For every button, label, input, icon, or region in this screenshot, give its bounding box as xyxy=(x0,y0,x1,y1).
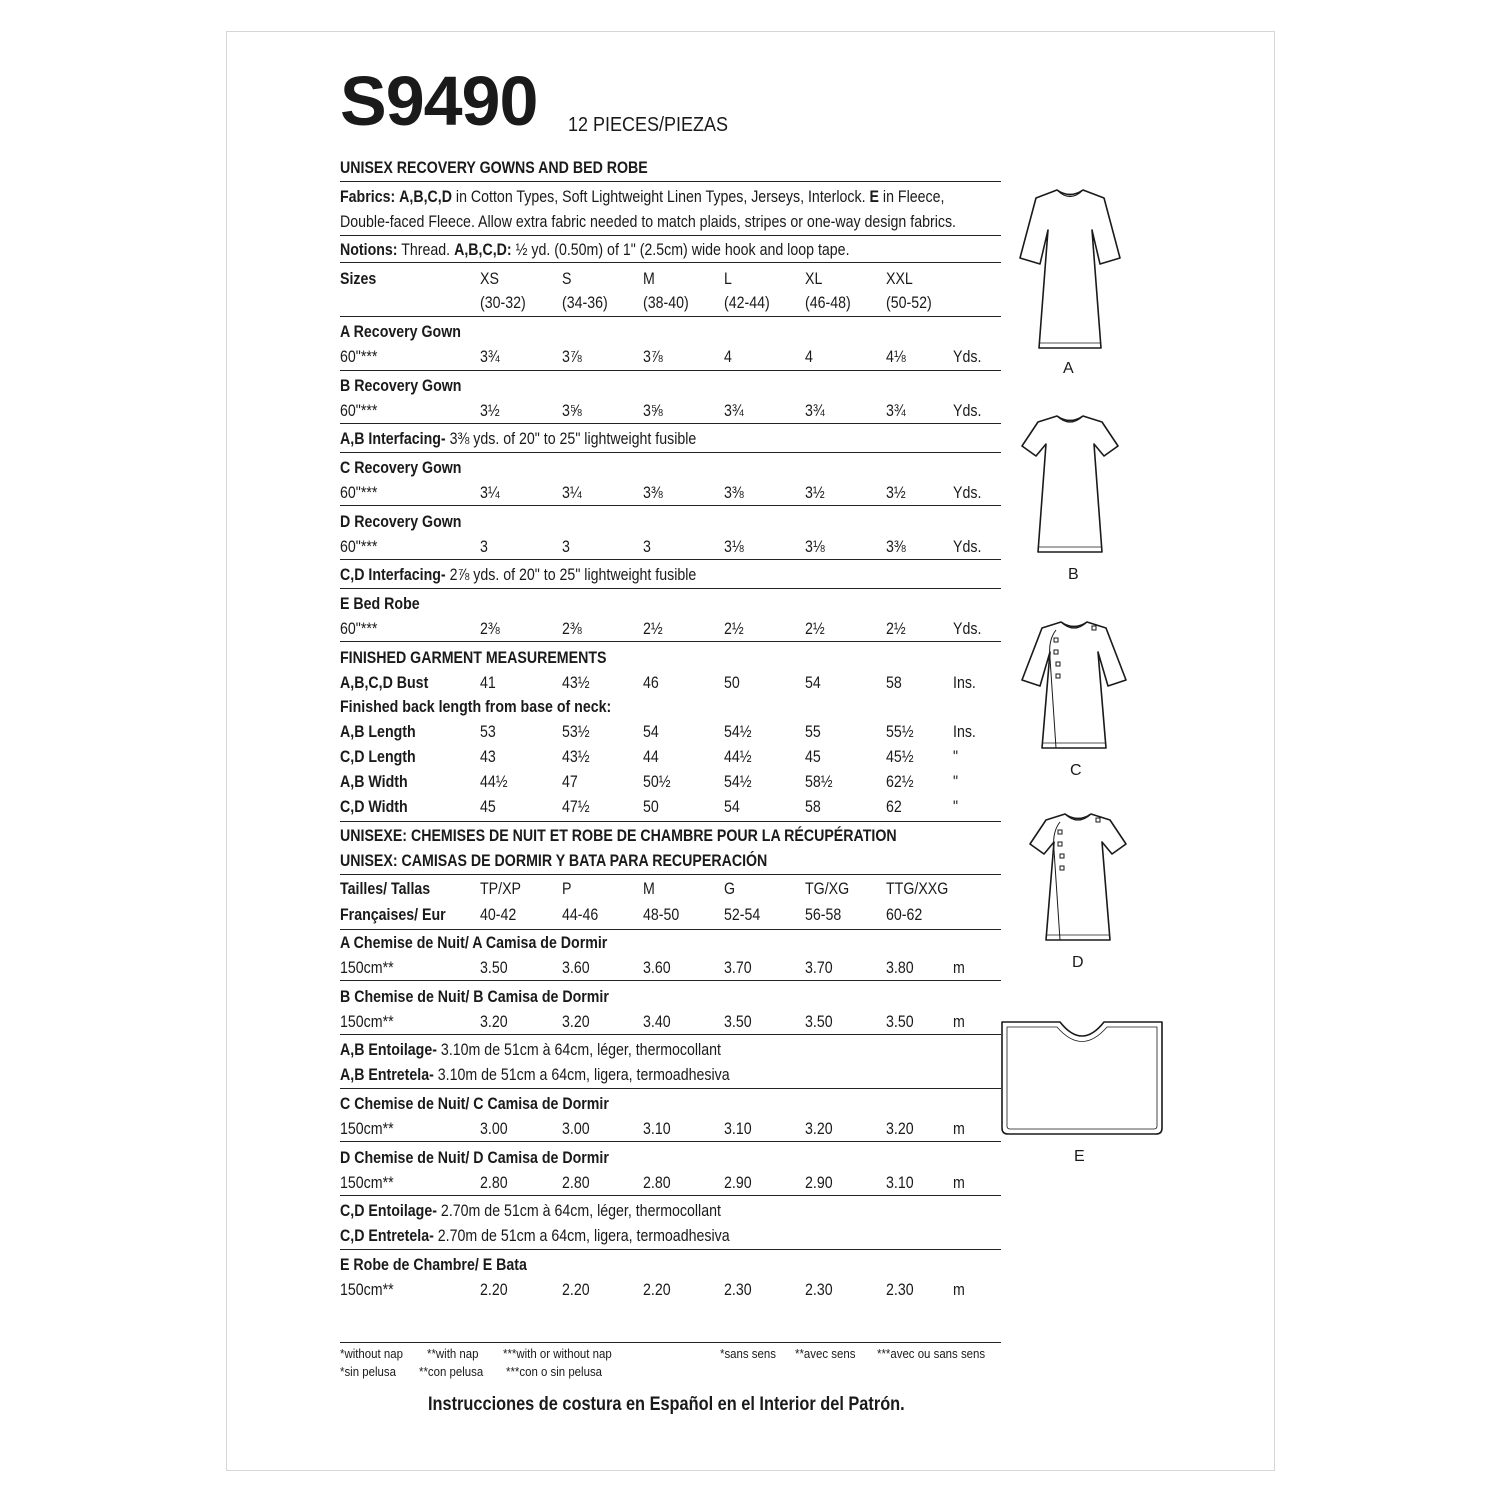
intl-size: M xyxy=(643,880,655,898)
divider xyxy=(340,235,1001,236)
intl-title-fr: UNISEXE: CHEMISES DE NUIT ET ROBE DE CHAMBRE POUR LA RÉCUPÉRATION xyxy=(340,827,897,845)
measurement-label: A,B Length xyxy=(340,723,416,741)
measurement-value: 62½ xyxy=(886,773,914,791)
size-name: L xyxy=(724,270,732,288)
measurement-value: 44½ xyxy=(724,748,752,766)
metric-value: 3.60 xyxy=(643,959,671,977)
intl-eur-label: Françaises/ Eur xyxy=(340,906,446,924)
intl-title-es: UNISEX: CAMISAS DE DORMIR Y BATA PARA RECUPERACIÓN xyxy=(340,852,768,870)
metric-value: 2.90 xyxy=(805,1174,833,1192)
measurement-label: C,D Length xyxy=(340,748,416,766)
spanish-instructions-note: Instrucciones de costura en Español en el Interior del Patrón. xyxy=(428,1394,905,1415)
metric-unit: m xyxy=(953,1120,965,1138)
yardage-fabric-width: 60"*** xyxy=(340,402,378,420)
divider xyxy=(340,559,1001,560)
divider xyxy=(340,1141,1001,1142)
yardage-value: 2⅜ xyxy=(562,620,582,638)
yardage-value: 3⅜ xyxy=(886,538,906,556)
piece-count: 12 PIECES/PIEZAS xyxy=(568,114,729,136)
yardage-value: 3⅞ xyxy=(643,348,663,366)
entoilage-cd-text: 2.70m de 51cm à 64cm, léger, thermocollant xyxy=(436,1202,721,1220)
footnote-with-or-without-nap: ***with or without nap xyxy=(503,1346,612,1361)
measurement-value: 43 xyxy=(480,748,496,766)
metric-unit: m xyxy=(953,959,965,977)
measurement-value: 47 xyxy=(562,773,578,791)
measurement-value: 58½ xyxy=(805,773,833,791)
metric-value: 2.30 xyxy=(886,1281,914,1299)
metric-value: 2.90 xyxy=(724,1174,752,1192)
fabrics-label: Fabrics: xyxy=(340,188,396,206)
divider xyxy=(340,316,1001,317)
size-name: XS xyxy=(480,270,499,288)
yardage-value: 3⅝ xyxy=(643,402,663,420)
yardage-value: 2½ xyxy=(886,620,906,638)
metric-value: 3.80 xyxy=(886,959,914,977)
measurement-value: 50 xyxy=(724,674,740,692)
metric-value: 3.10 xyxy=(643,1120,671,1138)
interfacing-cd-text: 2⅞ yds. of 20" to 25" lightweight fusible xyxy=(445,566,697,584)
size-name: M xyxy=(643,270,655,288)
metric-value: 3.50 xyxy=(724,1013,752,1031)
metric-value: 2.30 xyxy=(805,1281,833,1299)
yardage-value: 3¼ xyxy=(562,484,582,502)
footnote-with-nap: **with nap xyxy=(427,1346,479,1361)
metric-fabric-width: 150cm** xyxy=(340,1174,394,1192)
fabrics-text: in Cotton Types, Soft Lightweight Linen Types, Jerseys, Interlock. xyxy=(451,188,870,206)
entoilage-ab-label: A,B Entoilage- xyxy=(340,1041,437,1059)
measurement-value: 50½ xyxy=(643,773,671,791)
measurement-value: 54 xyxy=(724,798,740,816)
intl-size: P xyxy=(562,880,572,898)
divider xyxy=(340,874,1001,875)
divider xyxy=(340,423,1001,424)
yardage-view-title: A Recovery Gown xyxy=(340,323,461,341)
pattern-title: UNISEX RECOVERY GOWNS AND BED ROBE xyxy=(340,159,648,177)
interfacing-cd-line xyxy=(340,565,696,585)
measurement-label: C,D Width xyxy=(340,798,408,816)
yardage-value: 3½ xyxy=(480,402,500,420)
interfacing-ab-line xyxy=(340,429,696,449)
yardage-view-title: E Bed Robe xyxy=(340,595,420,613)
metric-value: 3.60 xyxy=(562,959,590,977)
yardage-value: 3⅛ xyxy=(724,538,744,556)
notions-thread: Thread. xyxy=(397,241,455,259)
back-length-label: Finished back length from base of neck: xyxy=(340,698,612,716)
yardage-value: 3¼ xyxy=(480,484,500,502)
yardage-value: 3 xyxy=(562,538,570,556)
measurement-value: 62 xyxy=(886,798,902,816)
size-range: (30-32) xyxy=(480,294,526,312)
metric-value: 3.00 xyxy=(480,1120,508,1138)
sizes-label: Sizes xyxy=(340,270,377,288)
metric-value: 3.70 xyxy=(724,959,752,977)
intl-size: TP/XP xyxy=(480,880,522,898)
entoilage-ab-line xyxy=(340,1040,721,1060)
measurement-value: 44 xyxy=(643,748,659,766)
intl-eur-size: 56-58 xyxy=(805,906,842,924)
footnote-con-pelusa: **con pelusa xyxy=(419,1364,484,1379)
yardage-unit: Yds. xyxy=(953,620,982,638)
yardage-value: 3⅝ xyxy=(562,402,582,420)
yardage-unit: Yds. xyxy=(953,538,982,556)
measurement-value: 53 xyxy=(480,723,496,741)
measurement-value: 50 xyxy=(643,798,659,816)
yardage-value: 3⅞ xyxy=(562,348,582,366)
measurement-label: A,B,C,D Bust xyxy=(340,674,429,692)
interfacing-ab-text: 3⅜ yds. of 20" to 25" lightweight fusible xyxy=(445,430,697,448)
metric-value: 2.20 xyxy=(643,1281,671,1299)
measurement-unit: " xyxy=(953,748,959,766)
divider xyxy=(340,181,1001,182)
yardage-value: 4⅛ xyxy=(886,348,906,366)
divider xyxy=(340,452,1001,453)
entretela-ab-label: A,B Entretela- xyxy=(340,1066,434,1084)
size-range: (46-48) xyxy=(805,294,851,312)
metric-value: 2.20 xyxy=(480,1281,508,1299)
notions-label: Notions: xyxy=(340,241,398,259)
metric-value: 3.20 xyxy=(562,1013,590,1031)
fabrics-abcd: A,B,C,D xyxy=(399,188,452,206)
divider xyxy=(340,370,1001,371)
metric-value: 3.10 xyxy=(886,1174,914,1192)
pattern-number: S9490 xyxy=(340,62,538,140)
size-name: XXL xyxy=(886,270,913,288)
yardage-value: 2½ xyxy=(805,620,825,638)
yardage-fabric-width: 60"*** xyxy=(340,348,378,366)
metric-value: 3.20 xyxy=(480,1013,508,1031)
yardage-value: 3 xyxy=(643,538,651,556)
yardage-value: 2⅜ xyxy=(480,620,500,638)
interfacing-cd-label: C,D Interfacing- xyxy=(340,566,446,584)
measurement-value: 54 xyxy=(805,674,821,692)
yardage-value: 2½ xyxy=(724,620,744,638)
entretela-cd-label: C,D Entretela- xyxy=(340,1227,434,1245)
yardage-fabric-width: 60"*** xyxy=(340,484,378,502)
intl-size: TTG/XXG xyxy=(886,880,949,898)
divider xyxy=(340,1342,1001,1343)
metric-unit: m xyxy=(953,1281,965,1299)
entretela-ab-text: 3.10m de 51cm a 64cm, ligera, termoadhesiva xyxy=(433,1066,730,1084)
measurements-title: FINISHED GARMENT MEASUREMENTS xyxy=(340,649,607,667)
intl-eur-size: 60-62 xyxy=(886,906,923,924)
metric-value: 3.20 xyxy=(805,1120,833,1138)
yardage-unit: Yds. xyxy=(953,348,982,366)
entoilage-cd-label: C,D Entoilage- xyxy=(340,1202,437,1220)
metric-fabric-width: 150cm** xyxy=(340,1281,394,1299)
yardage-unit: Yds. xyxy=(953,484,982,502)
metric-value: 2.20 xyxy=(562,1281,590,1299)
measurement-value: 55½ xyxy=(886,723,914,741)
metric-value: 2.80 xyxy=(562,1174,590,1192)
yardage-value: 3½ xyxy=(886,484,906,502)
divider xyxy=(340,929,1001,930)
measurement-value: 46 xyxy=(643,674,659,692)
entretela-cd-line xyxy=(340,1226,730,1246)
metric-value: 3.20 xyxy=(886,1120,914,1138)
intl-size: TG/XG xyxy=(805,880,850,898)
yardage-value: 3¾ xyxy=(480,348,500,366)
measurement-value: 41 xyxy=(480,674,496,692)
measurement-unit: Ins. xyxy=(953,723,976,741)
view-c-gown-illustration xyxy=(1016,618,1132,754)
divider xyxy=(340,262,1001,263)
metric-unit: m xyxy=(953,1174,965,1192)
yardage-value: 4 xyxy=(805,348,813,366)
yardage-value: 3⅛ xyxy=(805,538,825,556)
fabrics-line-2: Double-faced Fleece. Allow extra fabric needed to match plaids, stripes or one-way design fabrics. xyxy=(340,213,957,231)
measurement-value: 58 xyxy=(886,674,902,692)
metric-value: 3.00 xyxy=(562,1120,590,1138)
metric-value: 3.50 xyxy=(480,959,508,977)
divider xyxy=(340,1195,1001,1196)
yardage-fabric-width: 60"*** xyxy=(340,620,378,638)
notions-text: ½ yd. (0.50m) of 1" (2.5cm) wide hook and loop tape. xyxy=(511,241,850,259)
view-label-c: C xyxy=(1070,762,1082,779)
metric-unit: m xyxy=(953,1013,965,1031)
measurement-value: 55 xyxy=(805,723,821,741)
size-name: S xyxy=(562,270,572,288)
fabrics-e: E xyxy=(869,188,879,206)
footnote-con-o-sin-pelusa: ***con o sin pelusa xyxy=(506,1364,603,1379)
metric-value: 3.10 xyxy=(724,1120,752,1138)
interfacing-ab-label: A,B Interfacing- xyxy=(340,430,446,448)
intl-size: G xyxy=(724,880,736,898)
intl-eur-size: 48-50 xyxy=(643,906,680,924)
divider xyxy=(340,1088,1001,1089)
intl-eur-size: 44-46 xyxy=(562,906,599,924)
footnote-without-nap: *without nap xyxy=(340,1346,403,1361)
measurement-unit: " xyxy=(953,773,959,791)
measurement-value: 53½ xyxy=(562,723,590,741)
yardage-value: 3⅜ xyxy=(724,484,744,502)
divider xyxy=(340,505,1001,506)
metric-view-title: C Chemise de Nuit/ C Camisa de Dormir xyxy=(340,1095,609,1113)
measurement-value: 45 xyxy=(805,748,821,766)
measurement-value: 44½ xyxy=(480,773,508,791)
notions-line xyxy=(340,240,850,260)
view-a-gown-illustration xyxy=(1010,186,1130,354)
yardage-fabric-width: 60"*** xyxy=(340,538,378,556)
notions-abcd: A,B,C,D: xyxy=(454,241,512,259)
view-label-e: E xyxy=(1074,1148,1085,1165)
divider xyxy=(340,1249,1001,1250)
metric-value: 3.50 xyxy=(805,1013,833,1031)
footnote-avec-ou-sans-sens: ***avec ou sans sens xyxy=(877,1346,986,1361)
measurement-value: 45 xyxy=(480,798,496,816)
intl-eur-size: 52-54 xyxy=(724,906,761,924)
view-b-gown-illustration xyxy=(1018,412,1122,560)
measurement-value: 43½ xyxy=(562,748,590,766)
intl-eur-size: 40-42 xyxy=(480,906,517,924)
measurement-value: 47½ xyxy=(562,798,590,816)
divider xyxy=(340,980,1001,981)
metric-value: 2.80 xyxy=(643,1174,671,1192)
metric-view-title: E Robe de Chambre/ E Bata xyxy=(340,1256,527,1274)
yardage-value: 3¾ xyxy=(886,402,906,420)
yardage-value: 3¾ xyxy=(724,402,744,420)
measurement-unit: Ins. xyxy=(953,674,976,692)
divider xyxy=(340,641,1001,642)
measurement-unit: " xyxy=(953,798,959,816)
yardage-value: 3¾ xyxy=(805,402,825,420)
intl-sizes-label: Tailles/ Tallas xyxy=(340,880,431,898)
yardage-view-title: C Recovery Gown xyxy=(340,459,462,477)
yardage-value: 3⅜ xyxy=(643,484,663,502)
measurement-value: 54½ xyxy=(724,773,752,791)
fabrics-line-1 xyxy=(340,187,944,207)
divider xyxy=(340,588,1001,589)
view-label-a: A xyxy=(1063,360,1074,377)
size-range: (42-44) xyxy=(724,294,770,312)
yardage-value: 2½ xyxy=(643,620,663,638)
view-d-gown-illustration xyxy=(1026,810,1130,946)
divider xyxy=(340,1034,1001,1035)
yardage-value: 4 xyxy=(724,348,732,366)
metric-value: 3.70 xyxy=(805,959,833,977)
measurement-value: 54½ xyxy=(724,723,752,741)
footnote-sin-pelusa: *sin pelusa xyxy=(340,1364,396,1379)
entoilage-ab-text: 3.10m de 51cm à 64cm, léger, thermocollant xyxy=(436,1041,721,1059)
entretela-cd-text: 2.70m de 51cm a 64cm, ligera, termoadhesiva xyxy=(433,1227,730,1245)
yardage-value: 3½ xyxy=(805,484,825,502)
size-range: (50-52) xyxy=(886,294,932,312)
yardage-view-title: D Recovery Gown xyxy=(340,513,462,531)
measurement-value: 54 xyxy=(643,723,659,741)
metric-value: 3.50 xyxy=(886,1013,914,1031)
yardage-value: 3 xyxy=(480,538,488,556)
size-range: (34-36) xyxy=(562,294,608,312)
divider xyxy=(340,821,1001,822)
metric-fabric-width: 150cm** xyxy=(340,959,394,977)
entretela-ab-line xyxy=(340,1065,730,1085)
measurement-value: 45½ xyxy=(886,748,914,766)
measurement-label: A,B Width xyxy=(340,773,408,791)
metric-view-title: D Chemise de Nuit/ D Camisa de Dormir xyxy=(340,1149,609,1167)
size-name: XL xyxy=(805,270,823,288)
measurement-value: 58 xyxy=(805,798,821,816)
fabrics-e-text: in Fleece, xyxy=(878,188,945,206)
metric-value: 2.80 xyxy=(480,1174,508,1192)
metric-value: 2.30 xyxy=(724,1281,752,1299)
footnote-sans-sens: *sans sens xyxy=(720,1346,776,1361)
entoilage-cd-line xyxy=(340,1201,721,1221)
size-range: (38-40) xyxy=(643,294,689,312)
measurement-value: 43½ xyxy=(562,674,590,692)
view-label-d: D xyxy=(1072,954,1084,971)
view-label-b: B xyxy=(1068,566,1079,583)
view-e-bed-robe-illustration xyxy=(998,1018,1166,1140)
metric-fabric-width: 150cm** xyxy=(340,1120,394,1138)
metric-fabric-width: 150cm** xyxy=(340,1013,394,1031)
footnote-avec-sens: **avec sens xyxy=(795,1346,856,1361)
metric-value: 3.40 xyxy=(643,1013,671,1031)
yardage-unit: Yds. xyxy=(953,402,982,420)
metric-view-title: B Chemise de Nuit/ B Camisa de Dormir xyxy=(340,988,609,1006)
yardage-view-title: B Recovery Gown xyxy=(340,377,462,395)
metric-view-title: A Chemise de Nuit/ A Camisa de Dormir xyxy=(340,934,608,952)
